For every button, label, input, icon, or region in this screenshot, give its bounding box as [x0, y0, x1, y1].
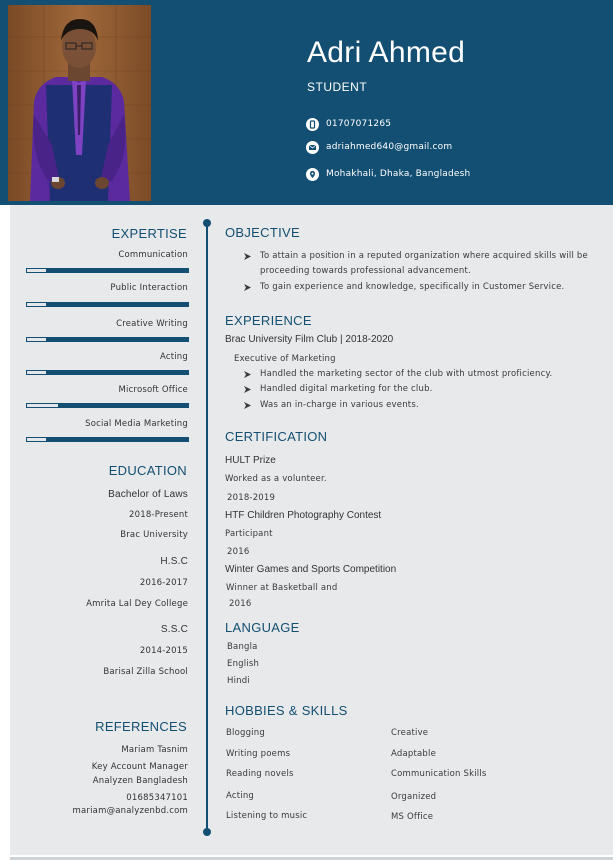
hobby-item: Writing poems	[226, 749, 291, 759]
bullet-arrow-icon	[243, 252, 252, 261]
education-degree: S.S.C	[160, 624, 188, 635]
education-degree: Bachelor of Laws	[108, 489, 188, 500]
experience-organization: Brac University Film Club | 2018-2020	[225, 334, 394, 345]
timeline-dot-bottom	[203, 828, 211, 836]
experience-role: Executive of Marketing	[234, 354, 336, 364]
bullet-arrow-icon	[243, 283, 252, 292]
experience-heading: EXPERIENCE	[225, 313, 312, 328]
skill-label: Public Interaction	[110, 283, 188, 293]
education-dates: 2018-Present	[129, 510, 188, 520]
skill-bar	[26, 437, 189, 442]
hobby-item: Listening to music	[226, 811, 308, 821]
phone-icon	[306, 118, 319, 131]
hobby-item: Reading novels	[226, 769, 294, 779]
bullet-arrow-icon	[243, 385, 252, 394]
skill-label: Creative Writing	[116, 319, 188, 329]
contact-email-text: adriahmed640@gmail.com	[326, 142, 453, 152]
education-dates: 2016-2017	[139, 578, 188, 588]
skill-bar-fill	[27, 269, 46, 272]
candidate-title: STUDENT	[307, 80, 368, 94]
reference-company: Analyzen Bangladesh	[92, 776, 188, 786]
reference-position: Key Account Manager	[91, 762, 188, 772]
timeline-dot-top	[203, 219, 211, 227]
bullet-arrow-icon	[243, 370, 252, 379]
reference-phone: 01685347101	[126, 793, 188, 803]
skill-item: MS Office	[391, 812, 434, 822]
experience-bullet: Handled digital marketing for the club.	[260, 384, 433, 394]
language-heading: LANGUAGE	[225, 620, 300, 635]
certification-detail: Worked as a volunteer.	[225, 474, 327, 484]
language-item: Bangla	[227, 642, 258, 652]
skill-bar-fill	[27, 338, 46, 341]
skill-bar	[26, 337, 189, 342]
reference-email: mariam@analyzenbd.com	[72, 806, 188, 816]
objective-bullet: To attain a position in a reputed organization where acquired skills will be	[260, 251, 588, 261]
skill-bar	[26, 370, 189, 375]
bullet-arrow-icon	[243, 401, 252, 410]
skill-bar-fill	[27, 404, 58, 407]
skill-item: Organized	[391, 792, 437, 802]
email-icon	[306, 141, 319, 154]
candidate-name: Adri Ahmed	[307, 36, 466, 69]
language-item: Hindi	[227, 676, 250, 686]
skill-bar-fill	[27, 303, 46, 306]
objective-heading: OBJECTIVE	[225, 225, 300, 240]
skill-label: Communication	[118, 250, 188, 260]
certification-name: Winter Games and Sports Competition	[225, 564, 397, 575]
education-institution: Barisal Zilla School	[103, 667, 188, 677]
skill-item: Adaptable	[391, 749, 436, 759]
profile-photo	[8, 5, 151, 201]
experience-bullet: Was an in-charge in various events.	[260, 400, 419, 410]
education-institution: Brac University	[120, 530, 188, 540]
certification-name: HULT Prize	[225, 455, 276, 466]
skill-bar	[26, 268, 189, 273]
skill-bar-fill	[27, 371, 46, 374]
skill-item: Creative	[391, 728, 429, 738]
contact-email[interactable]	[306, 140, 452, 154]
certification-heading: CERTIFICATION	[225, 429, 328, 444]
certification-year: 2018-2019	[227, 493, 276, 503]
location-icon	[306, 168, 319, 181]
resume-header	[0, 0, 613, 205]
skill-label: Acting	[159, 352, 188, 362]
language-item: English	[227, 659, 260, 669]
reference-name: Mariam Tasnim	[121, 745, 188, 755]
education-institution: Amrita Lal Dey College	[86, 599, 188, 609]
timeline-line	[206, 222, 208, 832]
skill-bar-fill	[27, 438, 46, 441]
objective-bullet-continuation: proceeding towards professional advancement.	[260, 266, 471, 276]
experience-bullet: Handled the marketing sector of the club with utmost proficiency.	[260, 369, 553, 379]
references-heading: REFERENCES	[95, 719, 187, 734]
hobby-item: Acting	[226, 791, 255, 801]
skill-label: Microsoft Office	[118, 385, 188, 395]
certification-year: 2016	[227, 547, 250, 557]
education-degree: H.S.C	[160, 556, 188, 567]
contact-phone-text: 01707071265	[326, 119, 392, 129]
objective-bullet: To gain experience and knowledge, specifically in Customer Service.	[260, 282, 565, 292]
skill-bar	[26, 302, 189, 307]
skill-bar	[26, 403, 189, 408]
contact-phone[interactable]	[306, 117, 391, 131]
skill-item: Communication Skills	[391, 769, 487, 779]
certification-detail: Participant	[225, 529, 273, 539]
expertise-heading: EXPERTISE	[111, 226, 187, 241]
certification-name: HTF Children Photography Contest	[225, 510, 382, 521]
hobby-item: Blogging	[226, 728, 265, 738]
education-dates: 2014-2015	[139, 646, 188, 656]
contact-location-text: Mohakhali, Dhaka, Bangladesh	[326, 169, 471, 179]
education-heading: EDUCATION	[108, 463, 187, 478]
certification-year: 2016	[229, 599, 252, 609]
skill-label: Social Media Marketing	[85, 419, 188, 429]
certification-detail: Winner at Basketball and	[226, 583, 338, 593]
contact-location	[306, 167, 470, 181]
hobbies-heading: HOBBIES & SKILLS	[225, 703, 348, 718]
